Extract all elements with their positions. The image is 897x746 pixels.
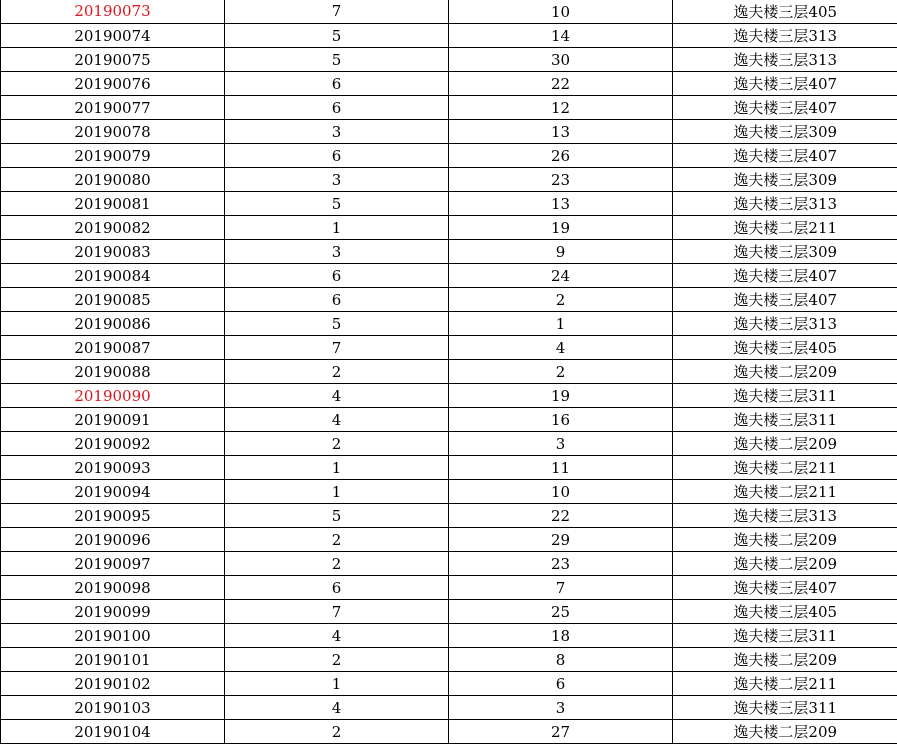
cell-count-a[interactable]: 6 bbox=[225, 72, 449, 96]
table-row[interactable] bbox=[1, 168, 897, 192]
cell-count-b[interactable]: 10 bbox=[449, 480, 673, 504]
cell-count-a[interactable]: 6 bbox=[225, 288, 449, 312]
table-row[interactable] bbox=[1, 48, 897, 72]
cell-student-id[interactable]: 20190099 bbox=[1, 600, 225, 624]
cell-count-b[interactable]: 22 bbox=[449, 504, 673, 528]
cell-room[interactable]: 逸夫楼三层313 bbox=[673, 192, 897, 216]
cell-student-id[interactable]: 20190084 bbox=[1, 264, 225, 288]
cell-room[interactable]: 逸夫楼三层313 bbox=[673, 312, 897, 336]
cell-count-a[interactable]: 6 bbox=[225, 96, 449, 120]
table-row[interactable] bbox=[1, 648, 897, 672]
cell-count-a[interactable]: 2 bbox=[225, 360, 449, 384]
cell-count-b[interactable]: 8 bbox=[449, 648, 673, 672]
cell-count-b[interactable]: 2 bbox=[449, 288, 673, 312]
cell-count-a[interactable]: 5 bbox=[225, 24, 449, 48]
cell-count-b[interactable]: 16 bbox=[449, 408, 673, 432]
cell-room[interactable]: 逸夫楼三层407 bbox=[673, 264, 897, 288]
cell-count-a[interactable]: 1 bbox=[225, 672, 449, 696]
cell-student-id[interactable]: 20190095 bbox=[1, 504, 225, 528]
cell-room[interactable]: 逸夫楼二层209 bbox=[673, 360, 897, 384]
cell-count-b[interactable]: 14 bbox=[449, 24, 673, 48]
cell-count-b[interactable]: 30 bbox=[449, 48, 673, 72]
table-row[interactable] bbox=[1, 432, 897, 456]
cell-room[interactable]: 逸夫楼二层209 bbox=[673, 528, 897, 552]
table-row[interactable] bbox=[1, 456, 897, 480]
cell-room[interactable]: 逸夫楼三层311 bbox=[673, 384, 897, 408]
cell-student-id[interactable]: 20190094 bbox=[1, 480, 225, 504]
table-row[interactable] bbox=[1, 24, 897, 48]
cell-student-id[interactable]: 20190076 bbox=[1, 72, 225, 96]
table-row[interactable] bbox=[1, 120, 897, 144]
cell-room[interactable]: 逸夫楼三层405 bbox=[673, 336, 897, 360]
cell-student-id[interactable]: 20190077 bbox=[1, 96, 225, 120]
cell-student-id[interactable]: 20190093 bbox=[1, 456, 225, 480]
cell-count-a[interactable]: 1 bbox=[225, 480, 449, 504]
table-row[interactable] bbox=[1, 672, 897, 696]
cell-count-a[interactable]: 7 bbox=[225, 0, 449, 24]
cell-student-id[interactable]: 20190098 bbox=[1, 576, 225, 600]
table-row[interactable] bbox=[1, 216, 897, 240]
cell-count-b[interactable]: 26 bbox=[449, 144, 673, 168]
cell-count-b[interactable]: 3 bbox=[449, 696, 673, 720]
table-row[interactable] bbox=[1, 384, 897, 408]
cell-student-id[interactable]: 20190074 bbox=[1, 24, 225, 48]
cell-count-b[interactable]: 6 bbox=[449, 672, 673, 696]
grid-body bbox=[1, 0, 897, 744]
cell-student-id[interactable]: 20190079 bbox=[1, 144, 225, 168]
table-row[interactable] bbox=[1, 720, 897, 744]
table-row[interactable] bbox=[1, 528, 897, 552]
cell-count-b[interactable]: 29 bbox=[449, 528, 673, 552]
cell-count-a[interactable]: 2 bbox=[225, 432, 449, 456]
cell-student-id[interactable]: 20190085 bbox=[1, 288, 225, 312]
cell-student-id[interactable]: 20190081 bbox=[1, 192, 225, 216]
table-row[interactable] bbox=[1, 504, 897, 528]
cell-student-id[interactable]: 20190102 bbox=[1, 672, 225, 696]
cell-count-b[interactable]: 19 bbox=[449, 216, 673, 240]
cell-room[interactable]: 逸夫楼二层211 bbox=[673, 216, 897, 240]
cell-count-a[interactable]: 2 bbox=[225, 528, 449, 552]
cell-student-id[interactable]: 20190090 bbox=[1, 384, 225, 408]
cell-count-a[interactable]: 3 bbox=[225, 168, 449, 192]
cell-count-a[interactable]: 3 bbox=[225, 240, 449, 264]
cell-count-a[interactable]: 4 bbox=[225, 696, 449, 720]
cell-room[interactable]: 逸夫楼三层407 bbox=[673, 96, 897, 120]
cell-count-b[interactable]: 13 bbox=[449, 192, 673, 216]
cell-count-b[interactable]: 13 bbox=[449, 120, 673, 144]
cell-room[interactable]: 逸夫楼三层407 bbox=[673, 72, 897, 96]
cell-count-b[interactable]: 11 bbox=[449, 456, 673, 480]
cell-count-b[interactable]: 23 bbox=[449, 552, 673, 576]
cell-student-id[interactable]: 20190080 bbox=[1, 168, 225, 192]
cell-count-a[interactable]: 4 bbox=[225, 384, 449, 408]
table-row[interactable] bbox=[1, 0, 897, 24]
cell-count-b[interactable]: 2 bbox=[449, 360, 673, 384]
cell-room[interactable]: 逸夫楼二层211 bbox=[673, 480, 897, 504]
cell-student-id[interactable]: 20190073 bbox=[1, 0, 225, 24]
cell-room[interactable]: 逸夫楼三层407 bbox=[673, 144, 897, 168]
cell-count-a[interactable]: 4 bbox=[225, 408, 449, 432]
cell-room[interactable]: 逸夫楼二层209 bbox=[673, 648, 897, 672]
cell-count-a[interactable]: 5 bbox=[225, 192, 449, 216]
table-row[interactable] bbox=[1, 144, 897, 168]
cell-room[interactable]: 逸夫楼三层405 bbox=[673, 600, 897, 624]
cell-count-a[interactable]: 5 bbox=[225, 312, 449, 336]
cell-student-id[interactable]: 20190091 bbox=[1, 408, 225, 432]
cell-count-b[interactable]: 3 bbox=[449, 432, 673, 456]
cell-count-b[interactable]: 24 bbox=[449, 264, 673, 288]
cell-count-b[interactable]: 25 bbox=[449, 600, 673, 624]
cell-count-b[interactable]: 23 bbox=[449, 168, 673, 192]
cell-student-id[interactable]: 20190101 bbox=[1, 648, 225, 672]
table-row[interactable] bbox=[1, 576, 897, 600]
cell-student-id[interactable]: 20190075 bbox=[1, 48, 225, 72]
table-row[interactable] bbox=[1, 600, 897, 624]
cell-room[interactable]: 逸夫楼二层209 bbox=[673, 552, 897, 576]
cell-count-b[interactable]: 9 bbox=[449, 240, 673, 264]
cell-room[interactable]: 逸夫楼三层309 bbox=[673, 168, 897, 192]
cell-room[interactable]: 逸夫楼三层309 bbox=[673, 120, 897, 144]
cell-room[interactable]: 逸夫楼三层313 bbox=[673, 48, 897, 72]
cell-student-id[interactable]: 20190092 bbox=[1, 432, 225, 456]
cell-count-a[interactable]: 6 bbox=[225, 144, 449, 168]
cell-room[interactable]: 逸夫楼二层209 bbox=[673, 432, 897, 456]
table-row[interactable] bbox=[1, 96, 897, 120]
table-row[interactable] bbox=[1, 408, 897, 432]
cell-student-id[interactable]: 20190082 bbox=[1, 216, 225, 240]
cell-room[interactable]: 逸夫楼三层311 bbox=[673, 696, 897, 720]
cell-count-b[interactable]: 1 bbox=[449, 312, 673, 336]
cell-room[interactable]: 逸夫楼三层311 bbox=[673, 624, 897, 648]
cell-room[interactable]: 逸夫楼三层309 bbox=[673, 240, 897, 264]
cell-count-b[interactable]: 27 bbox=[449, 720, 673, 744]
cell-count-b[interactable]: 22 bbox=[449, 72, 673, 96]
cell-count-a[interactable]: 2 bbox=[225, 648, 449, 672]
cell-count-a[interactable]: 3 bbox=[225, 120, 449, 144]
cell-student-id[interactable]: 20190088 bbox=[1, 360, 225, 384]
table-row[interactable] bbox=[1, 312, 897, 336]
cell-room[interactable]: 逸夫楼三层313 bbox=[673, 24, 897, 48]
cell-room[interactable]: 逸夫楼三层407 bbox=[673, 288, 897, 312]
cell-count-b[interactable]: 10 bbox=[449, 0, 673, 24]
cell-room[interactable]: 逸夫楼三层405 bbox=[673, 0, 897, 24]
cell-student-id[interactable]: 20190100 bbox=[1, 624, 225, 648]
table-row[interactable] bbox=[1, 72, 897, 96]
cell-count-a[interactable]: 1 bbox=[225, 456, 449, 480]
cell-count-a[interactable]: 6 bbox=[225, 576, 449, 600]
table-row[interactable] bbox=[1, 192, 897, 216]
table-row[interactable] bbox=[1, 336, 897, 360]
cell-count-b[interactable]: 4 bbox=[449, 336, 673, 360]
cell-count-a[interactable]: 4 bbox=[225, 624, 449, 648]
table-row[interactable] bbox=[1, 696, 897, 720]
cell-student-id[interactable]: 20190087 bbox=[1, 336, 225, 360]
cell-count-b[interactable]: 18 bbox=[449, 624, 673, 648]
table-row[interactable] bbox=[1, 360, 897, 384]
cell-count-a[interactable]: 1 bbox=[225, 216, 449, 240]
cell-count-a[interactable]: 5 bbox=[225, 504, 449, 528]
cell-count-a[interactable]: 6 bbox=[225, 264, 449, 288]
table-row[interactable] bbox=[1, 552, 897, 576]
cell-room[interactable]: 逸夫楼二层211 bbox=[673, 456, 897, 480]
cell-student-id[interactable]: 20190096 bbox=[1, 528, 225, 552]
cell-student-id[interactable]: 20190078 bbox=[1, 120, 225, 144]
cell-student-id[interactable]: 20190103 bbox=[1, 696, 225, 720]
cell-count-a[interactable]: 5 bbox=[225, 48, 449, 72]
cell-room[interactable]: 逸夫楼三层407 bbox=[673, 576, 897, 600]
cell-count-b[interactable]: 19 bbox=[449, 384, 673, 408]
cell-count-b[interactable]: 12 bbox=[449, 96, 673, 120]
cell-count-a[interactable]: 2 bbox=[225, 552, 449, 576]
cell-count-a[interactable]: 2 bbox=[225, 720, 449, 744]
table-row[interactable] bbox=[1, 624, 897, 648]
cell-room[interactable]: 逸夫楼三层311 bbox=[673, 408, 897, 432]
table-row[interactable] bbox=[1, 288, 897, 312]
cell-room[interactable]: 逸夫楼二层209 bbox=[673, 720, 897, 744]
cell-student-id[interactable]: 20190104 bbox=[1, 720, 225, 744]
table-row[interactable] bbox=[1, 480, 897, 504]
cell-room[interactable]: 逸夫楼三层313 bbox=[673, 504, 897, 528]
cell-count-a[interactable]: 7 bbox=[225, 336, 449, 360]
table-row[interactable] bbox=[1, 264, 897, 288]
cell-count-b[interactable]: 7 bbox=[449, 576, 673, 600]
cell-student-id[interactable]: 20190086 bbox=[1, 312, 225, 336]
cell-student-id[interactable]: 20190083 bbox=[1, 240, 225, 264]
cell-student-id[interactable]: 20190097 bbox=[1, 552, 225, 576]
cell-room[interactable]: 逸夫楼二层211 bbox=[673, 672, 897, 696]
cell-count-a[interactable]: 7 bbox=[225, 600, 449, 624]
table-row[interactable] bbox=[1, 240, 897, 264]
